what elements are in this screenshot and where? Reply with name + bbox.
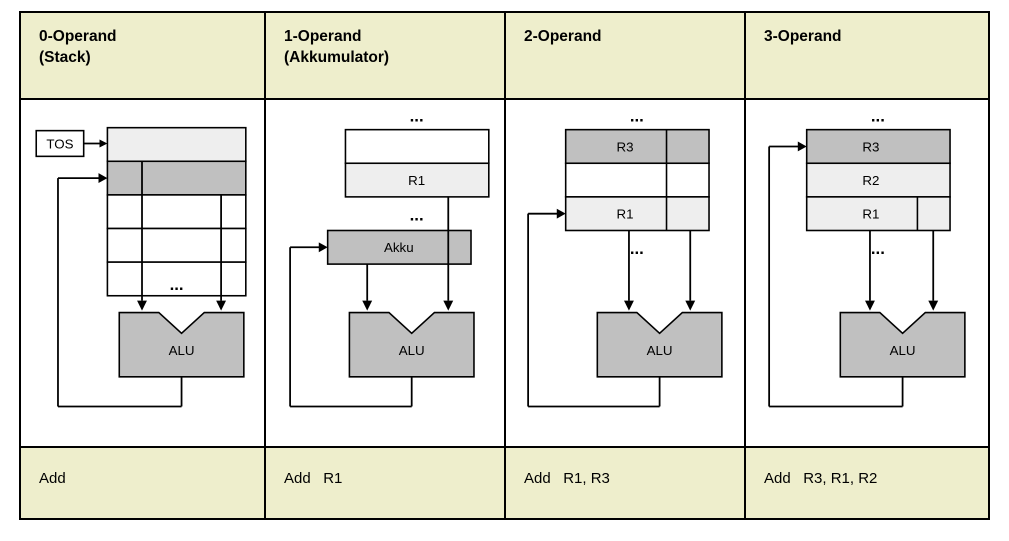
akku-operand-arrowhead [362, 301, 372, 311]
stack-slot-4 [107, 229, 245, 263]
register-slot-r1 [566, 197, 709, 231]
stack-machine-diagram [21, 100, 264, 446]
accumulator-label: Akku [384, 240, 414, 256]
header-line2: (Stack) [39, 48, 91, 66]
header-line1: 3-Operand [764, 28, 842, 45]
instruction-cell-2-operand: Add R1, R3 [506, 448, 746, 518]
table-diagram-row [21, 100, 988, 448]
operand2-arrowhead [928, 301, 938, 311]
stack-slot-3 [107, 195, 245, 229]
alu-label: ALU [398, 343, 425, 359]
header-line2: (Akkumulator) [284, 48, 390, 66]
register-slot-empty [566, 163, 709, 197]
register-ellipsis-top: ... [870, 106, 885, 126]
tos-pointer-arrowhead [99, 140, 107, 148]
instruction-cell-3-operand: Add R3, R1, R2 [746, 448, 988, 518]
stack-slot-operand [107, 161, 245, 195]
diagram-cell-three-operand [746, 100, 988, 446]
table-header-row [21, 13, 988, 100]
memory-ellipsis-top: ... [409, 106, 424, 126]
header-cell-2-operand [506, 13, 746, 98]
header-line1: 1-Operand [284, 28, 362, 45]
header-cell-3-operand [746, 13, 988, 98]
register-slot-r3 [566, 130, 709, 164]
header-cell-1-operand [266, 13, 506, 98]
diagram-cell-two-operand [506, 100, 746, 446]
two-operand-machine-diagram [506, 100, 744, 446]
alu-label: ALU [168, 343, 195, 359]
memory-slot-empty [345, 130, 488, 164]
operand1-arrowhead [624, 301, 634, 311]
stack-slot-top [107, 128, 245, 162]
diagram-cell-accumulator [266, 100, 506, 446]
three-operand-machine-diagram [746, 100, 988, 446]
operand1-arrowhead [137, 301, 147, 311]
accumulator-machine-diagram [266, 100, 504, 446]
operand2-arrowhead [216, 301, 226, 311]
header-cell-0-operand [21, 13, 266, 98]
register-label-r3: R3 [616, 139, 634, 155]
writeback-arrowhead [99, 173, 108, 183]
diagram-cell-stack [21, 100, 266, 446]
register-ellipsis-bottom: ... [629, 239, 644, 259]
register-label-r3: R3 [862, 139, 880, 155]
register-label-r2: R2 [862, 173, 880, 189]
memory-operand-arrowhead [443, 301, 453, 311]
register-label-r1: R1 [616, 206, 634, 222]
tos-label: TOS [46, 136, 74, 152]
writeback-arrowhead [319, 242, 328, 252]
header-line1: 2-Operand [524, 28, 602, 45]
writeback-arrowhead [798, 142, 807, 152]
register-ellipsis-bottom: ... [870, 239, 885, 259]
writeback-arrowhead [557, 209, 566, 219]
stack-ellipsis: ... [169, 274, 184, 294]
register-label-r1: R1 [862, 206, 880, 222]
alu-label: ALU [889, 343, 916, 359]
table-instruction-row [21, 448, 988, 518]
instruction-cell-0-operand: Add [21, 448, 266, 518]
operand2-arrowhead [685, 301, 695, 311]
register-ellipsis-top: ... [629, 106, 644, 126]
memory-ellipsis-mid: ... [409, 205, 424, 225]
register-label-r1: R1 [408, 173, 426, 189]
header-line1: 0-Operand [39, 28, 117, 45]
operand1-arrowhead [865, 301, 875, 311]
instruction-cell-1-operand: Add R1 [266, 448, 506, 518]
operand-comparison-table [19, 11, 990, 520]
alu-label: ALU [646, 343, 673, 359]
